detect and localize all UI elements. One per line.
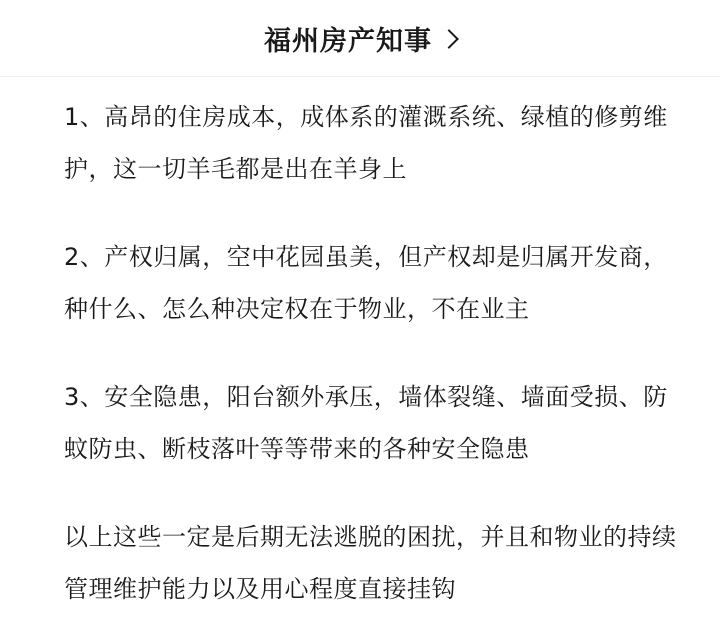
paragraph-ownership: 2、产权归属，空中花园虽美，但产权却是归属开发商，种什么、怎么种决定权在于物业，不在业主 xyxy=(64,243,668,323)
paragraph-safety: 3、安全隐患，阳台额外承压，墙体裂缝、墙面受损、防蚊防虫、断枝落叶等等带来的各种安全隐患 xyxy=(64,383,668,463)
paragraph-cost: 1、高昂的住房成本，成体系的灌溉系统、绿植的修剪维护，这一切羊毛都是出在羊身上 xyxy=(64,103,668,183)
account-header[interactable] xyxy=(0,0,720,77)
chevron-right-icon[interactable] xyxy=(439,29,459,49)
paragraph-summary: 以上这些一定是后期无法逃脱的困扰，并且和物业的持续管理维护能力以及用心程度直接挂钩 xyxy=(64,523,677,603)
post-body xyxy=(0,77,720,615)
account-name[interactable]: 福州房产知事 xyxy=(264,25,432,57)
